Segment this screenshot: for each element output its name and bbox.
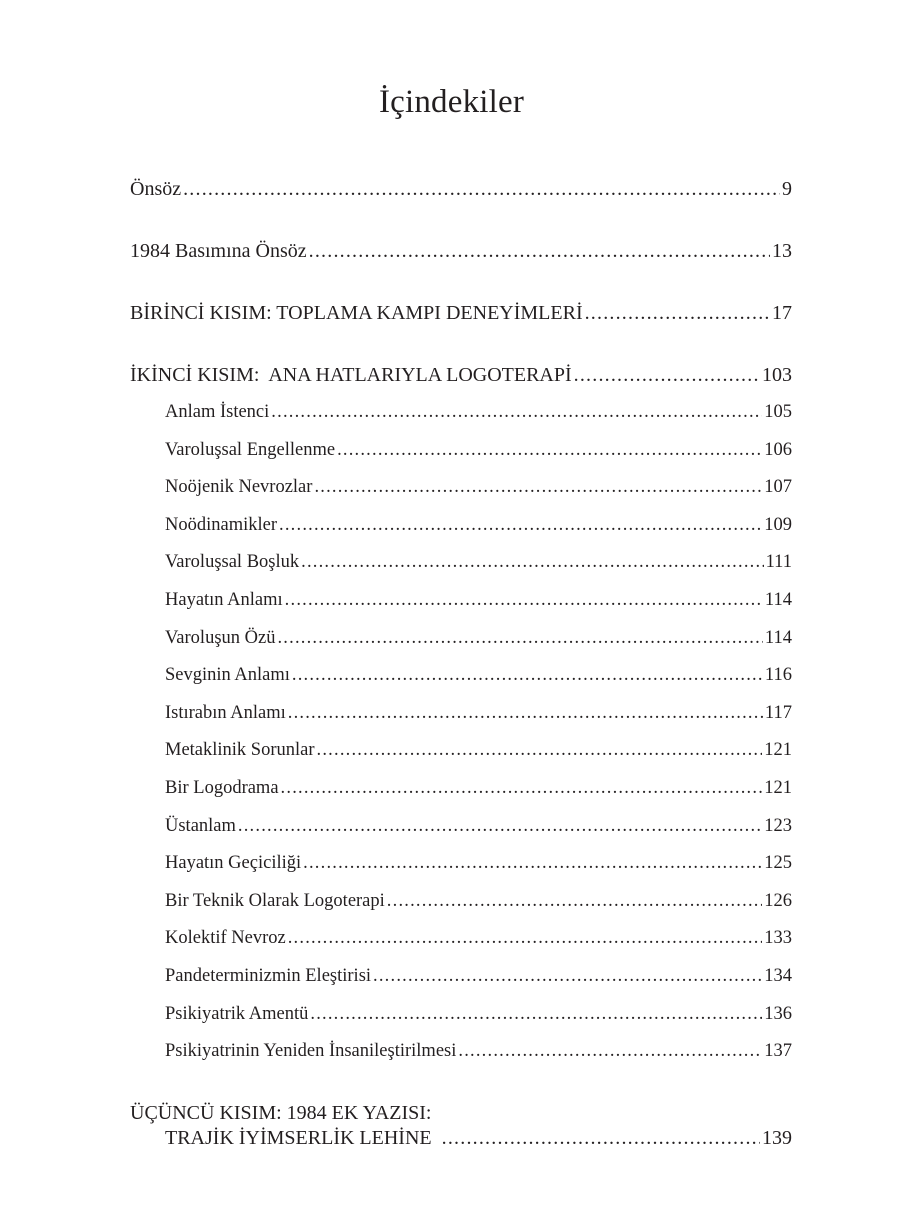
dot-leader xyxy=(585,301,770,325)
dot-leader xyxy=(292,664,763,686)
toc-subentry-page: 137 xyxy=(764,1041,792,1062)
dot-leader xyxy=(238,815,762,837)
toc-subentry[interactable] xyxy=(165,965,792,987)
toc-subentry[interactable] xyxy=(165,927,792,949)
toc-subentry-label: Varoluşun Özü xyxy=(165,627,276,648)
dot-leader xyxy=(303,852,762,874)
toc-entry-page: 103 xyxy=(762,364,792,386)
toc-subentry[interactable] xyxy=(165,852,792,874)
toc-entry-label: ÜÇÜNCÜ KISIM: 1984 EK YAZISI: xyxy=(130,1102,432,1124)
toc-subentry[interactable] xyxy=(165,1003,792,1025)
toc-entry-label: Önsöz xyxy=(130,178,182,200)
toc-subentry-page: 116 xyxy=(764,665,792,686)
dot-leader xyxy=(314,476,762,498)
toc-subentry[interactable] xyxy=(165,890,792,912)
toc-subentry[interactable] xyxy=(165,815,792,837)
dot-leader xyxy=(309,239,770,263)
dot-leader xyxy=(442,1126,760,1150)
toc-subentry-label: Anlam İstenci xyxy=(165,402,270,422)
toc-subentry[interactable] xyxy=(165,702,792,724)
toc-subentry-page: 133 xyxy=(764,928,792,949)
toc-entry-label: TRAJİK İYİMSERLİK LEHİNE xyxy=(165,1127,432,1149)
toc-entry-page: 17 xyxy=(772,302,792,324)
toc-entry-label: İKİNCİ KISIM: ANA HATLARIYLA LOGOTERAPİ xyxy=(130,364,572,386)
toc-entry-part-one[interactable] xyxy=(130,301,792,325)
toc-subentry-page: 136 xyxy=(764,1003,792,1024)
dot-leader xyxy=(310,1003,762,1025)
toc-subentry[interactable] xyxy=(165,476,792,498)
toc-entry-page: 139 xyxy=(762,1127,792,1149)
toc-subentry-label: Hayatın Anlamı xyxy=(165,590,283,610)
toc-subentry-label: Kolektif Nevroz xyxy=(165,928,286,949)
page-title: İçindekiler xyxy=(378,84,525,120)
toc-entry-label: BİRİNCİ KISIM: TOPLAMA KAMPI DENEYİMLERİ xyxy=(130,302,583,324)
toc-subentry-label: Sevginin Anlamı xyxy=(165,665,290,686)
toc-subentry[interactable] xyxy=(165,589,792,611)
dot-leader xyxy=(285,589,763,611)
toc-subentry-label: Metaklinik Sorunlar xyxy=(165,740,315,761)
dot-leader xyxy=(288,702,763,724)
toc-subentry[interactable] xyxy=(165,401,792,423)
toc-subentry-label: Istırabın Anlamı xyxy=(165,702,286,723)
toc-subentry-page: 114 xyxy=(764,627,792,648)
dot-leader xyxy=(337,439,762,461)
toc-subentry-label: Bir Teknik Olarak Logoterapi xyxy=(165,890,385,911)
dot-leader xyxy=(387,890,762,912)
toc-subentry-page: 121 xyxy=(764,740,792,761)
toc-subentry-label: Psikiyatrinin Yeniden İnsanileştirilmesi xyxy=(165,1041,457,1062)
dot-leader xyxy=(288,927,763,949)
toc-subentry-label: Pandeterminizmin Eleştirisi xyxy=(165,966,372,986)
toc-subentry-label: Varoluşsal Engellenme xyxy=(165,439,336,460)
dot-leader xyxy=(301,551,763,573)
toc-subentry-page: 105 xyxy=(764,402,792,422)
dot-leader xyxy=(183,177,780,201)
toc-subentry-page: 107 xyxy=(764,477,792,498)
toc-subentry[interactable] xyxy=(165,1040,792,1062)
toc-entry-part-three-line1[interactable] xyxy=(130,1101,792,1125)
toc-subentry-page: 123 xyxy=(764,815,792,836)
toc-subentry[interactable] xyxy=(165,439,792,461)
dot-leader xyxy=(574,363,760,387)
toc-subentry-label: Varoluşsal Boşluk xyxy=(165,552,300,573)
toc-subentry-label: Bir Logodrama xyxy=(165,778,279,798)
dot-leader xyxy=(373,965,762,987)
toc-subentry-page: 134 xyxy=(764,966,792,986)
dot-leader xyxy=(317,739,763,761)
toc-entry-label: 1984 Basımına Önsöz xyxy=(130,240,307,262)
toc-subentry[interactable] xyxy=(165,551,792,573)
toc-entry-page: 9 xyxy=(782,178,792,200)
toc-subentry-label: Üstanlam xyxy=(165,815,236,836)
dot-leader xyxy=(281,777,763,799)
toc-subentry-label: Psikiyatrik Amentü xyxy=(165,1003,309,1024)
toc-subentry-page: 121 xyxy=(764,778,792,798)
toc-subentry-page: 109 xyxy=(764,514,792,535)
toc-subentry-page: 125 xyxy=(764,853,792,874)
toc-subentry-page: 111 xyxy=(765,552,792,573)
toc-entry-part-two[interactable] xyxy=(130,363,792,387)
toc-subentry[interactable] xyxy=(165,627,792,649)
toc-subentry[interactable] xyxy=(165,664,792,686)
toc-subentry-label: Noöjenik Nevrozlar xyxy=(165,477,313,498)
toc-subentry-label: Noödinamikler xyxy=(165,514,278,535)
dot-leader xyxy=(458,1040,762,1062)
toc-subentry-page: 126 xyxy=(764,890,792,911)
toc-entry-1984-onsoz[interactable] xyxy=(130,239,792,263)
dot-leader xyxy=(271,401,762,423)
dot-leader xyxy=(277,627,762,649)
toc-subentry-page: 117 xyxy=(764,702,792,723)
toc-subentry[interactable] xyxy=(165,777,792,799)
toc-subentry[interactable] xyxy=(165,514,792,536)
toc-entry-page: 13 xyxy=(772,240,792,262)
toc-entry-onsoz[interactable] xyxy=(130,177,792,201)
toc-subentry-page: 114 xyxy=(764,590,792,610)
toc-subentry-label: Hayatın Geçiciliği xyxy=(165,853,302,874)
dot-leader xyxy=(279,514,762,536)
toc-entry-part-three-line2[interactable] xyxy=(165,1126,792,1150)
toc-subentry[interactable] xyxy=(165,739,792,761)
toc-subentry-page: 106 xyxy=(764,439,792,460)
